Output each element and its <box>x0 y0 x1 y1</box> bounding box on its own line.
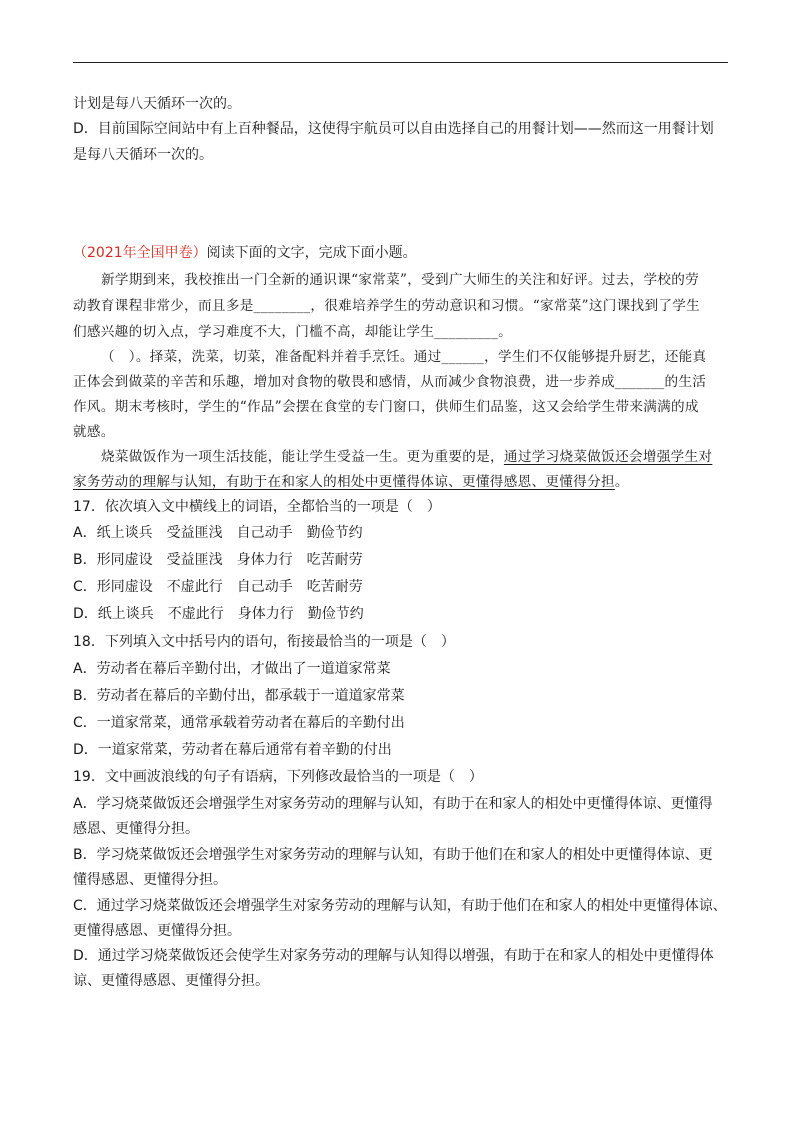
passage-text: 烧菜做饭作为一项生活技能，能让学生受益一生。更为重要的是， <box>101 449 504 465</box>
question-17: 17．依次填入文中横线上的词语，全都恰当的一项是（ ） <box>73 499 441 515</box>
option-19b-line1: B．学习烧菜做饭还会增强学生对家务劳动的理解与认知，有助于他们在和家人的相处中更懂得体谅、更 <box>73 847 713 863</box>
option-17c: C．形同虚设 不虚此行 自己动手 吃苦耐劳 <box>73 579 363 595</box>
option-17b: B．形同虚设 受益匪浅 身体力行 吃苦耐劳 <box>73 552 363 568</box>
passage-text: 。 <box>614 474 629 490</box>
option-18b: B．劳动者在幕后的辛勤付出，都承载于一道道家常菜 <box>73 688 405 704</box>
option-19c-line2: 更懂得感恩、更懂得分担。 <box>73 923 241 939</box>
header-rule <box>73 62 728 63</box>
question-intro <box>73 243 417 263</box>
prev-text-line: 计划是每八天循环一次的。 <box>73 96 241 112</box>
question-19: 19．文中画波浪线的句子有语病，下列修改最恰当的一项是（ ） <box>73 769 483 785</box>
option-19b-line2: 懂得感恩、更懂得分担。 <box>73 872 227 888</box>
prev-option-d-line1: D．目前国际空间站中有上百种餐品，这使得宇航员可以自由选择自己的用餐计划——然而这一用餐计划 <box>73 121 714 137</box>
option-18a: A．劳动者在幕后辛勤付出，才做出了一道道家常菜 <box>73 661 391 677</box>
option-17a: A．纸上谈兵 受益匪浅 自己动手 勤俭节约 <box>73 525 363 541</box>
wavy-underlined-sentence: 通过学习烧菜做饭还会增强学生对 <box>503 449 713 465</box>
option-19c-line1: C．通过学习烧菜做饭还会增强学生对家务劳动的理解与认知，有助于他们在和家人的相处中更懂得体谅、 <box>73 898 727 914</box>
option-19d-line1: D．通过学习烧菜做饭还会使学生对家务劳动的理解与认知得以增强，有助于在和家人的相处中更懂得体 <box>73 948 714 964</box>
option-19d-line2: 谅、更懂得感恩、更懂得分担。 <box>73 973 269 989</box>
option-18c: C．一道家常菜，通常承载着劳动者在幕后的辛勤付出 <box>73 715 405 731</box>
passage-line: 们感兴趣的切入点，学习难度不大，门槛不高，却能让学生_________。 <box>73 324 513 340</box>
passage-line <box>101 447 712 467</box>
passage-line: 就感。 <box>73 424 115 440</box>
passage-line: 新学期到来，我校推出一门全新的通识课“家常菜”，受到广大师生的关注和好评。过去，学校的劳 <box>101 272 700 288</box>
option-19a-line1: A．学习烧菜做饭还会增强学生对家务劳动的理解与认知，有助于在和家人的相处中更懂得体谅、更懂得 <box>73 796 713 812</box>
option-18d: D．一道家常菜，劳动者在幕后通常有着辛勤的付出 <box>73 742 392 758</box>
option-17d: D．纸上谈兵 不虚此行 身体力行 勤俭节约 <box>73 606 364 622</box>
prev-option-d-line2: 是每八天循环一次的。 <box>73 147 213 163</box>
passage-line: （ ）。择菜，洗菜，切菜，准备配料并着手烹饪。通过______，学生们不仅能够提升厨艺，还能真 <box>101 349 707 365</box>
option-19a-line2: 感恩、更懂得分担。 <box>73 821 199 837</box>
passage-line: 正体会到做菜的辛苦和乐趣，增加对食物的敬畏和感情，从而减少食物浪费，进一步养成_______的生活 <box>73 374 707 390</box>
passage-line: 作风。期末考核时，学生的“作品”会摆在食堂的专门窗口，供师生们品鉴，这又会给学生带来满满的成 <box>73 399 699 415</box>
source-label: （2021年全国甲卷） <box>73 245 207 261</box>
passage-line <box>73 472 629 492</box>
passage-line: 动教育课程非常少，而且多是________，很难培养学生的劳动意识和习惯。“家常菜”这门课找到了学生 <box>73 298 701 314</box>
wavy-underlined-sentence: 家务劳动的理解与认知，有助于在和家人的相处中更懂得体谅、更懂得感恩、更懂得分担 <box>73 474 615 490</box>
intro-text: 阅读下面的文字，完成下面小题。 <box>206 245 417 261</box>
question-18: 18．下列填入文中括号内的语句，衔接最恰当的一项是（ ） <box>73 634 455 650</box>
